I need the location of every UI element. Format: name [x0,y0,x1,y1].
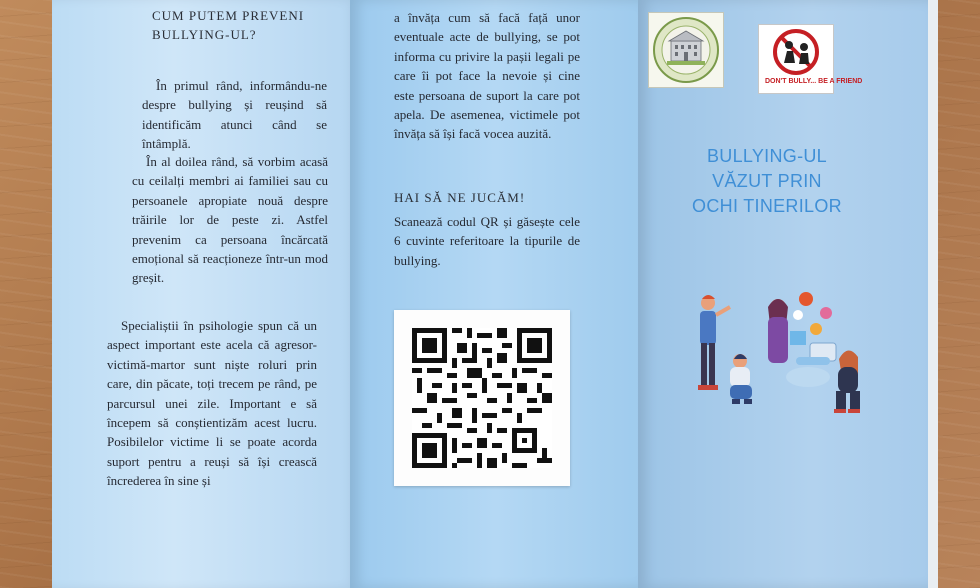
brochure-panel-middle [350,0,640,588]
panel-middle-paragraph-2: Scanează codul QR și găsește cele 6 cuvinte referitoare la tipurile de bullying. [394,214,580,268]
title-line-3: OCHI TINERILOR [692,196,842,216]
school-logo [648,12,724,88]
logo-text: DON'T BULLY... BE A FRIEND [765,78,863,85]
panel-left-heading: CUM PUTEM PREVENI BULLYING-UL? [152,8,305,42]
brochure-panel-right [638,0,938,588]
dont-bully-logo [758,24,863,94]
brochure-title [656,144,878,219]
panel-middle-heading: HAI SĂ NE JUCĂM! [394,190,526,205]
title-line-2: VĂZUT PRIN [712,171,822,191]
title-line-1: BULLYING-UL [706,146,827,166]
teenagers-illustration [678,285,878,425]
panel-middle-paragraph-1: a învăța cum să facă față unor eventuale acte de bullying, se pot informa cu privire la pașii legali pe care îi pot face la nevoie și cine este persoana de suport la care pot apela. De asemenea, victimele pot învăța să își facă vocea auzită. [394,10,580,142]
panel-left-paragraph-3: Specialiștii în psihologie spun că un aspect important este acela că agresor-victimă-martor sunt niște roluri prin care, din păcate, toți trecem pe rând, pe parcursul unei zile. Important e să începem să conștientizăm acest lucru. Posibilelor victime li se poate acorda suport pentru a reuși să își crească încrederea în sine și [107,318,317,489]
qr-code [412,328,552,468]
panel-left-paragraph-1: În primul rând, informându-ne despre bullying și reușind să identificăm atunci când se întâmplă. [142,78,327,152]
brochure-panel-left [52,0,357,588]
panel-left-paragraph-2: În al doilea rând, să vorbim acasă cu ceilalți membri ai familiei sau cu persoanele apropiate nouă despre trăirile lor de peste zi. Astfel prevenim ca persoana încărcată emoțional să reacționeze într-un mod greșit. [132,154,328,286]
qr-code-card[interactable] [394,310,570,486]
